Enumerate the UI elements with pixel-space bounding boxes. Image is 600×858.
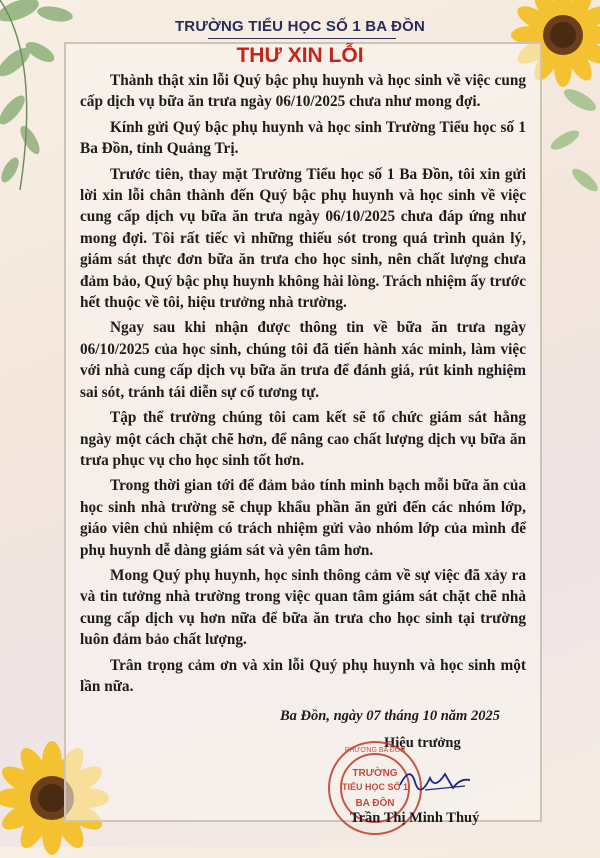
letter-title: THƯ XIN LỖI [236, 44, 364, 67]
letter-body [80, 70, 526, 701]
handwritten-signature [395, 760, 475, 800]
school-underline [208, 38, 396, 39]
paragraph-commitment: Tập thể trường chúng tôi cam kết sẽ tổ chức giám sát hằng ngày một cách chặt chẽ hơn, để nâng cao chất lượng dịch vụ bữa ăn trưa phục vụ cho học sinh tốt hơn. [80, 409, 526, 469]
paragraph-salutation: Kính gửi Quý bậc phụ huynh và học sinh Trường Tiểu học số 1 Ba Đồn, tỉnh Quảng Trị. [80, 118, 526, 158]
signature-dateline: Ba Đồn, ngày 07 tháng 10 năm 2025 [280, 708, 500, 724]
paragraph-transparency: Trong thời gian tới để đảm bảo tính minh bạch mỗi bữa ăn của học sinh nhà trường sẽ chụp khẩu phần ăn gửi đến các nhóm lớp, giáo viên chủ nhiệm có trách nhiệm gửi vào nhóm lớp của mình để phụ huynh dễ dàng giám sát và yên tâm hơn. [80, 477, 526, 559]
svg-text:TRƯỜNG: TRƯỜNG [352, 768, 398, 779]
svg-text:TIỂU HỌC SỐ 1: TIỂU HỌC SỐ 1 [341, 782, 409, 792]
signature-position: Hiệu trưởng [384, 735, 461, 751]
paragraph-actions-taken: Ngay sau khi nhận được thông tin về bữa ăn trưa ngày 06/10/2025 của học sinh, chúng tôi đã tiến hành xác minh, làm việc với nhà cung cấp dịch vụ bữa ăn trưa để đánh giá, rút kinh nghiệm sai sót, tránh tái diễn sự cố tương tự. [80, 319, 526, 401]
paragraph-apology-intro: Thành thật xin lỗi Quý bậc phụ huynh và học sinh về việc cung cấp dịch vụ bữa ăn trưa ngày 06/10/2025 chưa như mong đợi. [80, 72, 526, 111]
signer-name: Trần Thị Minh Thuý [350, 810, 480, 826]
svg-text:BA ĐỒN: BA ĐỒN [355, 798, 395, 809]
paragraph-request-trust: Mong Quý phụ huynh, học sinh thông cảm về sự việc đã xảy ra và tin tưởng nhà trường trong việc quan tâm giám sát chặt chẽ nhà cung cấp dịch vụ hơn nữa để bữa ăn trưa cho học sinh tại trường luôn đảm bảo chất lượng. [80, 566, 526, 649]
paragraph-responsibility: Trước tiên, thay mặt Trường Tiểu học số 1 Ba Đồn, tôi xin gửi lời xin lỗi chân thành đến Quý bậc phụ huynh và học sinh về việc cung cấp dịch vụ bữa ăn trưa ngày 06/10/2025 chưa đáp ứng như mong đợi. Tôi rất tiếc vì những thiếu sót trong quá trình quản lý, giám sát thực đơn bữa ăn trưa cho học sinh, nên chất lượng chưa đảm bảo, Quý bậc phụ huynh không hài lòng. Trách nhiệm ấy trước hết thuộc về tôi, hiệu trưởng nhà trường. [80, 165, 526, 312]
school-name: TRƯỜNG TIỂU HỌC SỐ 1 BA ĐỒN [174, 18, 426, 35]
svg-text:PHƯỜNG BA ĐỒN: PHƯỜNG BA ĐỒN [344, 747, 406, 754]
paragraph-closing: Trân trọng cảm ơn và xin lỗi Quý phụ huynh và học sinh một lần nữa. [80, 656, 526, 695]
